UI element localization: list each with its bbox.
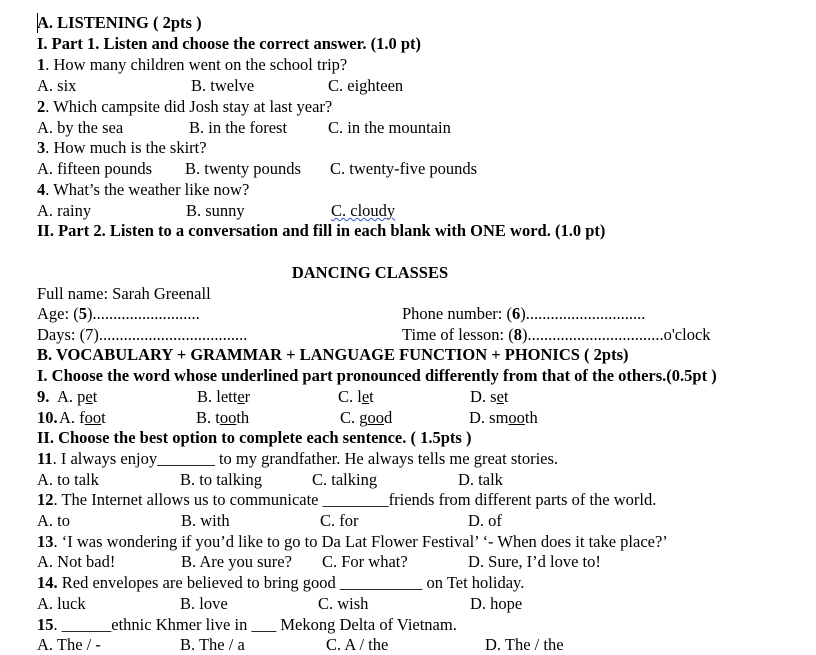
q13-option-a: A. Not bad! xyxy=(37,552,116,571)
q10-number: 10. xyxy=(37,408,58,427)
q3-option-c: C. twenty-five pounds xyxy=(330,159,478,178)
q1-option-c: C. eighteen xyxy=(328,76,404,95)
question-11: 11. I always enjoy_______ to my grandfather. He always tells me great stories. xyxy=(37,449,559,468)
section-b-title: B. VOCABULARY + GRAMMAR + LANGUAGE FUNCTION + PHONICS ( 2pts) xyxy=(37,345,629,364)
time-label: Time of lesson: ( xyxy=(402,325,514,344)
question-number: 4 xyxy=(37,180,46,199)
question-number: 1 xyxy=(37,55,46,74)
q2-option-c: C. in the mountain xyxy=(328,118,451,137)
q14-option-c: C. wish xyxy=(318,594,369,613)
phone-label: Phone number: ( xyxy=(402,304,512,323)
q9-number: 9. xyxy=(37,387,50,406)
question-1 xyxy=(37,55,347,75)
part2-title: II. Part 2. Listen to a conversation and fill in each blank with ONE word. (1.0 pt) xyxy=(37,221,606,240)
answer-blank: __________ xyxy=(339,573,423,592)
question-3 xyxy=(37,138,207,158)
answer-blank: ______ xyxy=(61,615,112,634)
question-15: 15. ______ethnic Khmer live in ___ Mekong Delta of Vietnam. xyxy=(37,615,457,634)
q2-option-a: A. by the sea xyxy=(37,118,124,137)
blank-number: 8 xyxy=(513,325,522,344)
q3-option-b: B. twenty pounds xyxy=(185,159,301,178)
q13-option-d: D. Sure, I’d love to! xyxy=(468,552,601,571)
question-4 xyxy=(37,180,249,200)
section-a-title: A. LISTENING ( 2pts ) xyxy=(37,13,202,32)
q10-option-a: A. foot xyxy=(59,408,106,427)
q1-option-a: A. six xyxy=(37,76,77,95)
q11-option-b: B. to talking xyxy=(180,470,263,489)
answer-blank: ___ xyxy=(251,615,277,634)
question-2 xyxy=(37,97,332,117)
q12-option-a: A. to xyxy=(37,511,70,530)
q4-option-a: A. rainy xyxy=(37,201,92,220)
form-time xyxy=(402,325,711,345)
time-blank: ).................................o'clock xyxy=(521,325,711,344)
form-heading: DANCING CLASSES xyxy=(291,263,449,282)
age-blank: ).......................... xyxy=(86,304,200,323)
q4-option-b: B. sunny xyxy=(186,201,245,220)
question-12: 12. The Internet allows us to communicate ________friends from different parts of the world. xyxy=(37,490,657,509)
q14-option-b: B. love xyxy=(180,594,228,613)
q10-option-b: B. tooth xyxy=(196,408,250,427)
q2-option-b: B. in the forest xyxy=(189,118,288,137)
q13-option-c: C. For what? xyxy=(322,552,408,571)
q14-option-d: D. hope xyxy=(470,594,523,613)
q13-option-b: B. Are you sure? xyxy=(181,552,292,571)
question-13: 13. ‘I was wondering if you’d like to go to Da Lat Flower Festival’ ‘- When does it take place?’ xyxy=(37,532,668,551)
q3-option-a: A. fifteen pounds xyxy=(37,159,153,178)
q9-option-d: D. set xyxy=(470,387,509,406)
grammar-part-title: II. Choose the best option to complete each sentence. ( 1.5pts ) xyxy=(37,428,472,447)
question-number: 3 xyxy=(37,138,46,157)
q4-option-c: C. cloudy xyxy=(331,201,396,220)
age-label: Age: ( xyxy=(37,304,79,323)
question-text: . Which campsite did Josh stay at last year? xyxy=(45,97,333,116)
question-text: . What’s the weather like now? xyxy=(45,180,250,199)
question-text: . How many children went on the school trip? xyxy=(45,55,348,74)
q15-option-b: B. The / a xyxy=(180,635,245,654)
q12-option-d: D. of xyxy=(468,511,502,530)
q11-option-d: D. talk xyxy=(458,470,503,489)
q14-option-a: A. luck xyxy=(37,594,86,613)
q15-option-d: D. The / the xyxy=(485,635,564,654)
q10-option-c: C. good xyxy=(340,408,393,427)
question-number: 2 xyxy=(37,97,46,116)
q15-option-c: C. A / the xyxy=(326,635,389,654)
question-14: 14. Red envelopes are believed to bring good __________ on Tet holiday. xyxy=(37,573,525,592)
q9-option-a: A. pet xyxy=(57,387,98,406)
q11-option-a: A. to talk xyxy=(37,470,99,489)
form-fullname: Full name: Sarah Greenall xyxy=(37,284,211,303)
phone-blank: )............................. xyxy=(520,304,646,323)
q9-option-c: C. let xyxy=(338,387,374,406)
q9-option-b: B. letter xyxy=(197,387,251,406)
q12-option-c: C. for xyxy=(320,511,359,530)
q1-option-b: B. twelve xyxy=(191,76,255,95)
form-age xyxy=(37,304,200,324)
q10-option-d: D. smooth xyxy=(469,408,538,427)
blank-number: 6 xyxy=(511,304,521,323)
form-phone xyxy=(402,304,645,324)
answer-blank: ________ xyxy=(322,490,389,509)
blank-number: 5 xyxy=(78,304,87,323)
question-text: . How much is the skirt? xyxy=(45,138,207,157)
q15-option-a: A. The / - xyxy=(37,635,101,654)
phonics-part-title: I. Choose the word whose underlined part pronounced differently from that of the others.(0.5pt ) xyxy=(37,366,717,385)
q11-option-c: C. talking xyxy=(312,470,378,489)
q12-option-b: B. with xyxy=(181,511,230,530)
answer-blank: _______ xyxy=(157,449,215,468)
part1-title: I. Part 1. Listen and choose the correct answer. (1.0 pt) xyxy=(37,34,422,53)
form-days: Days: (7).................................... xyxy=(37,325,248,344)
